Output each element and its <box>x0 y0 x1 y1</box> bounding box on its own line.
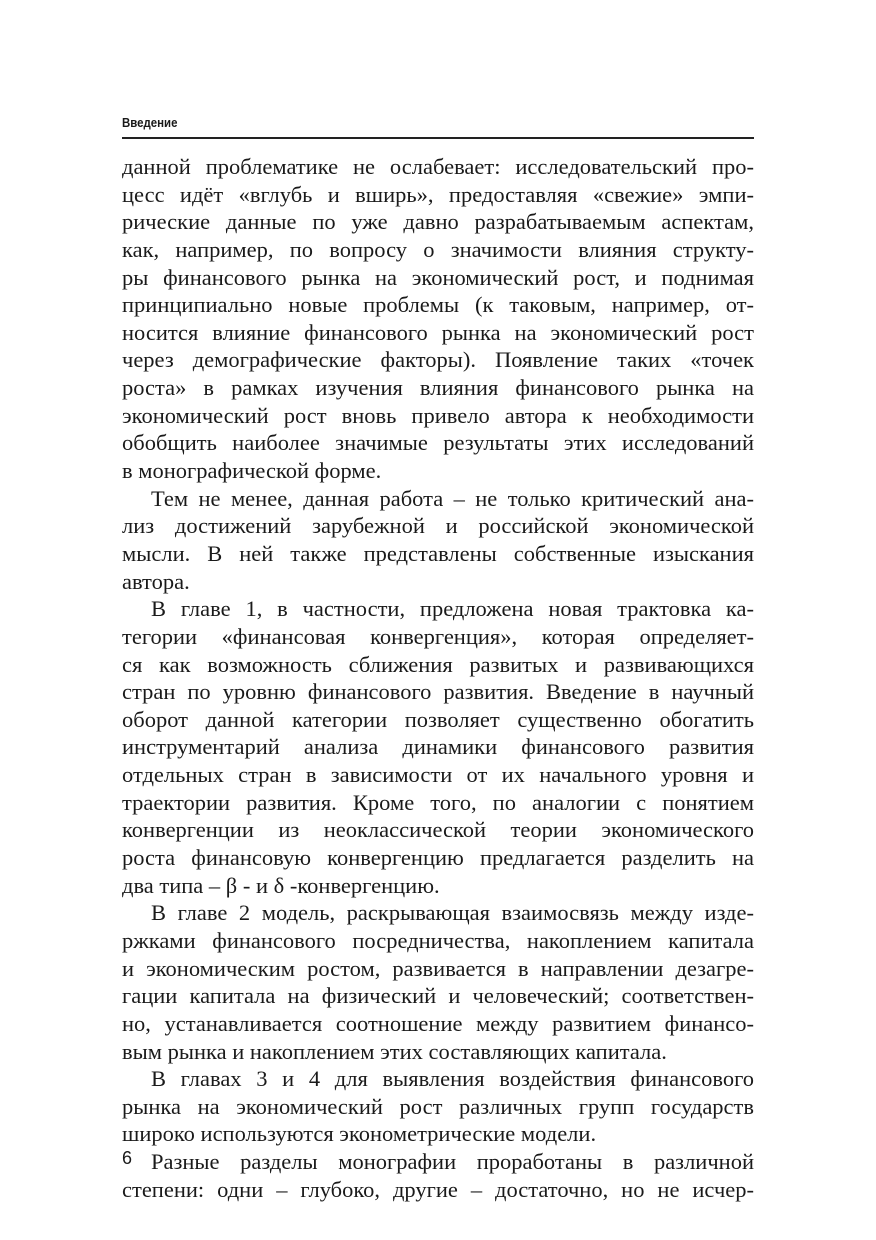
text-line: Тем не менее, данная работа – не только критический ана- <box>151 485 754 511</box>
text-line: два типа – β - и δ -конвергенцию. <box>122 872 440 898</box>
text-line: конвергенции из неоклассической теории экономического <box>122 817 754 843</box>
text-line: стран по уровню финансового развития. Введение в научный <box>122 679 754 705</box>
text-line: роста финансовую конвергенцию предлагается разделить на <box>122 845 754 871</box>
text-line: ся как возможность сближения развитых и развивающихся <box>122 651 754 677</box>
text-line: цесс идёт «вглубь и вширь», предоставляя «свежие» эмпи- <box>122 181 754 207</box>
text-line: траектории развития. Кроме того, по аналогии с понятием <box>122 789 754 815</box>
text-line: ржками финансового посредничества, накоплением капитала <box>122 927 754 953</box>
text-line: через демографические факторы). Появление таких «точек <box>122 347 754 373</box>
text-line: данной проблематике не ослабевает: исследовательский про- <box>122 154 754 179</box>
text-line: мысли. В ней также представлены собственные изыскания <box>122 540 754 566</box>
paragraph <box>122 899 754 1065</box>
text-line: лиз достижений зарубежной и российской экономической <box>122 513 754 539</box>
text-line: оборот данной категории позволяет существенно обогатить <box>122 706 754 732</box>
text-line: носится влияние финансового рынка на экономический рост <box>122 319 754 345</box>
text-line: принципиально новые проблемы (к таковым, например, от- <box>122 292 754 318</box>
text-line: вым рынка и накоплением этих составляющих капитала. <box>122 1038 667 1064</box>
text-line: рынка на экономический рост различных групп государств <box>122 1093 754 1119</box>
text-line: гации капитала на физический и человеческий; соответствен- <box>122 983 754 1009</box>
text-line: обобщить наиболее значимые результаты этих исследований <box>122 430 754 456</box>
text-line: рические данные по уже давно разрабатываемым аспектам, <box>122 209 754 235</box>
text-line: и экономическим ростом, развивается в направлении дезагре- <box>122 955 754 981</box>
paragraph <box>122 1065 754 1148</box>
text-line: В главе 2 модель, раскрывающая взаимосвязь между изде- <box>151 900 754 926</box>
page-number: 6 <box>122 1148 133 1168</box>
text-line: роста» в рамках изучения влияния финансового рынка на <box>122 375 754 401</box>
header-rule <box>122 137 754 139</box>
paragraph <box>122 485 754 596</box>
body-text <box>122 153 754 1203</box>
text-line: отдельных стран в зависимости от их начального уровня и <box>122 762 754 788</box>
text-line: как, например, по вопросу о значимости влияния структу- <box>122 236 754 262</box>
text-line: Разные разделы монографии проработаны в различной <box>151 1149 754 1175</box>
text-line: автора. <box>122 568 190 594</box>
text-line: ры финансового рынка на экономический рост, и поднимая <box>122 264 754 290</box>
text-line: но, устанавливается соотношение между развитием финансо- <box>122 1010 754 1036</box>
text-line: экономический рост вновь привело автора к необходимости <box>122 402 754 428</box>
paragraph <box>122 595 754 899</box>
paragraph <box>122 1148 754 1203</box>
text-line: широко используются эконометрические модели. <box>122 1121 597 1147</box>
text-line: В главах 3 и 4 для выявления воздействия финансового <box>151 1066 754 1092</box>
text-line: тегории «финансовая конвергенция», которая определяет- <box>122 623 754 649</box>
paragraph <box>122 153 754 485</box>
text-line: В главе 1, в частности, предложена новая трактовка ка- <box>151 596 754 622</box>
text-line: инструментарий анализа динамики финансового развития <box>122 734 754 760</box>
running-head: Введение <box>122 115 178 130</box>
text-line: степени: одни – глубоко, другие – достаточно, но не исчер- <box>122 1176 754 1202</box>
text-line: в монографической форме. <box>122 458 382 484</box>
